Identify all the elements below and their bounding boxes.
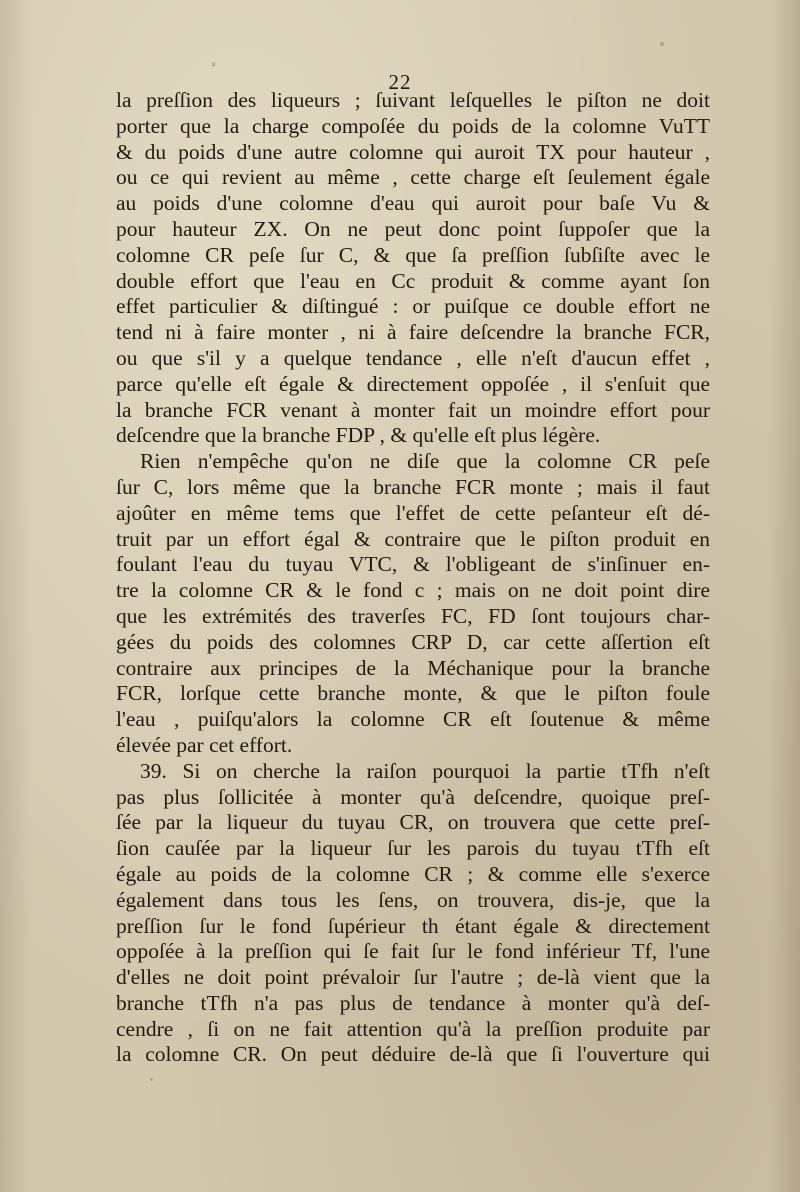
text-line: & du poids d'une autre colomne qui auroit TX pour hauteur ,	[116, 139, 710, 164]
text-line: pas plus ſollicitée à monter qu'à deſcendre, quoique preſ-	[116, 784, 710, 809]
text-line: tre la colomne CR & le fond c ; mais on ne doit point dire	[116, 578, 710, 603]
text-line: porter que la charge compoſée du poids de la colomne VuTT	[116, 113, 710, 138]
text-line: deſcendre que la branche FDP , & qu'elle eſt plus légère.	[116, 423, 601, 448]
text-line: double effort que l'eau en Cc produit & comme ayant ſon	[116, 268, 710, 293]
ink-spot	[660, 42, 664, 46]
text-line: la colomne CR. On peut déduire de-là que ſi l'ouverture qui	[116, 1042, 710, 1067]
text-line: au poids d'une colomne d'eau qui auroit pour baſe Vu &	[116, 191, 710, 216]
text-line: branche tTfh n'a pas plus de tendance à monter qu'à deſ-	[116, 990, 710, 1015]
ink-spot	[212, 62, 215, 67]
text-line: preſſion ſur le fond ſupérieur th étant égale & directement	[116, 913, 710, 938]
text-line: ſur C, lors même que la branche FCR monte ; mais il faut	[116, 474, 710, 499]
ink-spot	[150, 1078, 153, 1081]
text-line: FCR, lorſque cette branche monte, & que le piſton foule	[116, 681, 710, 706]
text-line: élevée par cet effort.	[116, 732, 293, 757]
text-line: l'eau , puiſqu'alors la colomne CR eſt ſoutenue & même	[116, 707, 710, 732]
text-line: d'elles ne doit point prévaloir ſur l'autre ; de-là vient que la	[116, 965, 710, 990]
text-line: ou ce qui revient au même , cette charge eſt ſeulement égale	[116, 165, 710, 190]
text-line: effet particulier & diſtingué : or puiſque ce double effort ne	[116, 294, 710, 319]
body-text	[116, 88, 710, 1068]
text-line: gées du poids des colomnes CRP D, car cette aſſertion eſt	[116, 629, 710, 654]
text-line: également dans tous les ſens, on trouvera, dis-je, que la	[116, 887, 710, 912]
text-line: oppoſée à la preſſion qui ſe fait ſur le fond inférieur Tf, l'une	[116, 939, 710, 964]
text-line: 39. Si on cherche la raiſon pourquoi la partie tTfh n'eſt	[140, 758, 710, 783]
text-line: ſion cauſée par la liqueur ſur les parois du tuyau tTfh eſt	[116, 836, 710, 861]
text-line: ajoûter en même tems que l'effet de cette peſanteur eſt dé-	[116, 500, 710, 525]
text-line: truit par un effort égal & contraire que le piſton produit en	[116, 526, 710, 551]
text-line: ou que s'il y a quelque tendance , elle n'eſt d'aucun effet ,	[116, 345, 710, 370]
text-line: parce qu'elle eſt égale & directement oppoſée , il s'enſuit que	[116, 371, 710, 396]
text-line: colomne CR peſe ſur C, & que ſa preſſion ſubſiſte avec le	[116, 242, 710, 267]
text-line: cendre , ſi on ne fait attention qu'à la preſſion produite par	[116, 1016, 710, 1041]
text-line: tend ni à faire monter , ni à faire deſcendre la branche FCR,	[116, 320, 710, 345]
text-line: Rien n'empêche qu'on ne diſe que la colomne CR peſe	[140, 449, 710, 474]
text-line: foulant l'eau du tuyau VTC, & l'obligeant de s'inſinuer en-	[116, 552, 710, 577]
text-line: pour hauteur ZX. On ne peut donc point ſuppoſer que la	[116, 216, 710, 241]
text-line: égale au poids de la colomne CR ; & comme elle s'exerce	[116, 861, 710, 886]
text-line: que les extrémités des traverſes FC, FD ſont toujours char-	[116, 603, 710, 628]
text-line: la preſſion des liqueurs ; ſuivant leſquelles le piſton ne doit	[116, 88, 710, 112]
text-line: ſée par la liqueur du tuyau CR, on trouvera que cette preſ-	[116, 810, 710, 835]
page-number: 22	[388, 70, 412, 94]
text-line: contraire aux principes de la Méchanique pour la branche	[116, 655, 710, 680]
text-line: la branche FCR venant à monter fait un moindre effort pour	[116, 397, 710, 422]
